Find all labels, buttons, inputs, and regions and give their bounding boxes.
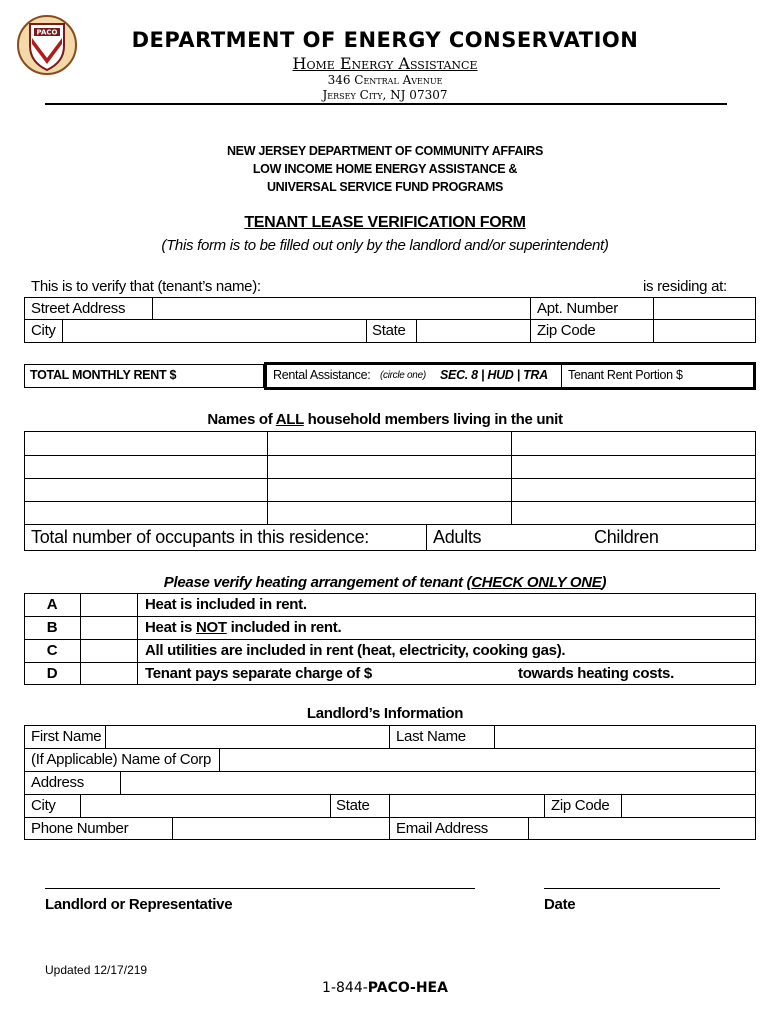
zip-code-label: Zip Code xyxy=(537,322,596,339)
heating-title: Please verify heating arrangement of tenant (CHECK ONLY ONE) xyxy=(163,574,607,591)
adults-field[interactable] xyxy=(486,525,566,550)
household-member-field[interactable] xyxy=(25,502,267,524)
heating-option-d-text: Tenant pays separate charge of $ xyxy=(145,665,372,682)
state-field[interactable] xyxy=(417,320,530,342)
heating-option-letter: A xyxy=(46,596,58,613)
residing-label: is residing at: xyxy=(643,278,727,295)
circle-one-note: (circle one) xyxy=(380,370,426,381)
heating-option-letter: B xyxy=(46,619,58,636)
last-name-field[interactable] xyxy=(495,726,755,748)
email-address-field[interactable] xyxy=(529,818,755,839)
assistance-options[interactable]: SEC. 8 | HUD | TRA xyxy=(440,368,548,382)
logo-text: PACO xyxy=(36,28,58,37)
landlord-representative-label: Landlord or Representative xyxy=(45,896,233,913)
corp-name-field[interactable] xyxy=(220,749,755,771)
corp-name-label: (If Applicable) Name of Corp xyxy=(31,751,212,768)
address-line-1: 346 Central Avenue xyxy=(327,73,443,87)
household-member-field[interactable] xyxy=(512,432,755,454)
first-name-field[interactable] xyxy=(106,726,389,748)
signature-line[interactable] xyxy=(45,888,475,889)
phone-number-label: Phone Number xyxy=(31,820,129,837)
household-member-field[interactable] xyxy=(512,502,755,524)
heating-option-a-checkbox[interactable] xyxy=(81,594,137,616)
form-subtitle: (This form is to be filled out only by the landlord and/or superintendent) xyxy=(161,237,609,254)
household-member-field[interactable] xyxy=(268,479,511,501)
total-occupants-label: Total number of occupants in this residence: xyxy=(31,527,369,547)
heating-option-c-checkbox[interactable] xyxy=(81,640,137,662)
agency-line-1: NEW JERSEY DEPARTMENT OF COMMUNITY AFFAIRS xyxy=(226,144,544,158)
apt-number-label: Apt. Number xyxy=(537,300,618,317)
state-label: State xyxy=(372,322,406,339)
household-member-field[interactable] xyxy=(512,456,755,478)
rental-assistance-label: Rental Assistance: xyxy=(273,368,371,382)
heating-option-d-tail: towards heating costs. xyxy=(518,665,674,682)
program-title: Home Energy Assistance xyxy=(292,54,478,73)
heating-option-d-checkbox[interactable] xyxy=(81,663,137,685)
city-label: City xyxy=(31,322,56,339)
household-member-field[interactable] xyxy=(25,479,267,501)
street-address-field[interactable] xyxy=(153,298,530,319)
landlord-title: Landlord’s Information xyxy=(306,705,464,722)
landlord-state-label: State xyxy=(336,797,370,814)
household-member-field[interactable] xyxy=(25,456,267,478)
landlord-address-field[interactable] xyxy=(121,772,755,794)
heating-option-c-text: All utilities are included in rent (heat, electricity, cooking gas). xyxy=(145,642,566,659)
heating-charge-field[interactable] xyxy=(378,663,513,685)
tenant-rent-portion-label: Tenant Rent Portion $ xyxy=(568,368,683,382)
tenant-verify-label: This is to verify that (tenant’s name): xyxy=(31,278,261,295)
household-member-field[interactable] xyxy=(268,456,511,478)
landlord-state-field[interactable] xyxy=(390,795,544,817)
household-member-field[interactable] xyxy=(25,432,267,454)
landlord-address-label: Address xyxy=(31,774,84,791)
paco-logo xyxy=(16,14,78,76)
form-title: TENANT LEASE VERIFICATION FORM xyxy=(244,214,526,231)
footer-phone: 1-844-PACO-HEA xyxy=(322,980,448,996)
heating-option-b-text: Heat is NOT included in rent. xyxy=(145,619,342,636)
household-title: Names of ALL household members living in the unit xyxy=(207,411,563,428)
address-line-2: Jersey City, NJ 07307 xyxy=(322,88,448,102)
tenant-rent-portion-field[interactable] xyxy=(694,365,752,387)
landlord-city-label: City xyxy=(31,797,56,814)
apt-number-field[interactable] xyxy=(654,298,755,319)
street-address-label: Street Address xyxy=(31,300,126,317)
household-member-field[interactable] xyxy=(512,479,755,501)
heating-option-letter: C xyxy=(46,642,58,659)
agency-line-3: UNIVERSAL SERVICE FUND PROGRAMS xyxy=(266,180,504,194)
total-monthly-rent-label: TOTAL MONTHLY RENT $ xyxy=(30,368,177,382)
department-title: DEPARTMENT OF ENERGY CONSERVATION xyxy=(131,28,639,52)
updated-date: Updated 12/17/219 xyxy=(45,963,148,977)
children-label: Children xyxy=(594,527,659,547)
header-rule xyxy=(45,103,727,105)
date-label: Date xyxy=(544,896,576,913)
children-field[interactable] xyxy=(664,525,754,550)
heating-option-b-checkbox[interactable] xyxy=(81,617,137,639)
email-address-label: Email Address xyxy=(396,820,488,837)
adults-label: Adults xyxy=(433,527,482,547)
heating-option-a-text: Heat is included in rent. xyxy=(145,596,307,613)
total-monthly-rent-field[interactable] xyxy=(186,365,262,387)
last-name-label: Last Name xyxy=(396,728,466,745)
landlord-zip-label: Zip Code xyxy=(551,797,610,814)
household-member-field[interactable] xyxy=(268,502,511,524)
landlord-zip-field[interactable] xyxy=(622,795,755,817)
landlord-city-field[interactable] xyxy=(81,795,330,817)
household-member-field[interactable] xyxy=(268,432,511,454)
first-name-label: First Name xyxy=(31,728,102,745)
date-line[interactable] xyxy=(544,888,720,889)
tenant-name-field[interactable] xyxy=(270,276,640,296)
agency-line-2: LOW INCOME HOME ENERGY ASSISTANCE & xyxy=(252,162,518,176)
zip-code-field[interactable] xyxy=(654,320,755,342)
phone-number-field[interactable] xyxy=(173,818,389,839)
heating-option-letter: D xyxy=(46,665,58,682)
city-field[interactable] xyxy=(63,320,366,342)
